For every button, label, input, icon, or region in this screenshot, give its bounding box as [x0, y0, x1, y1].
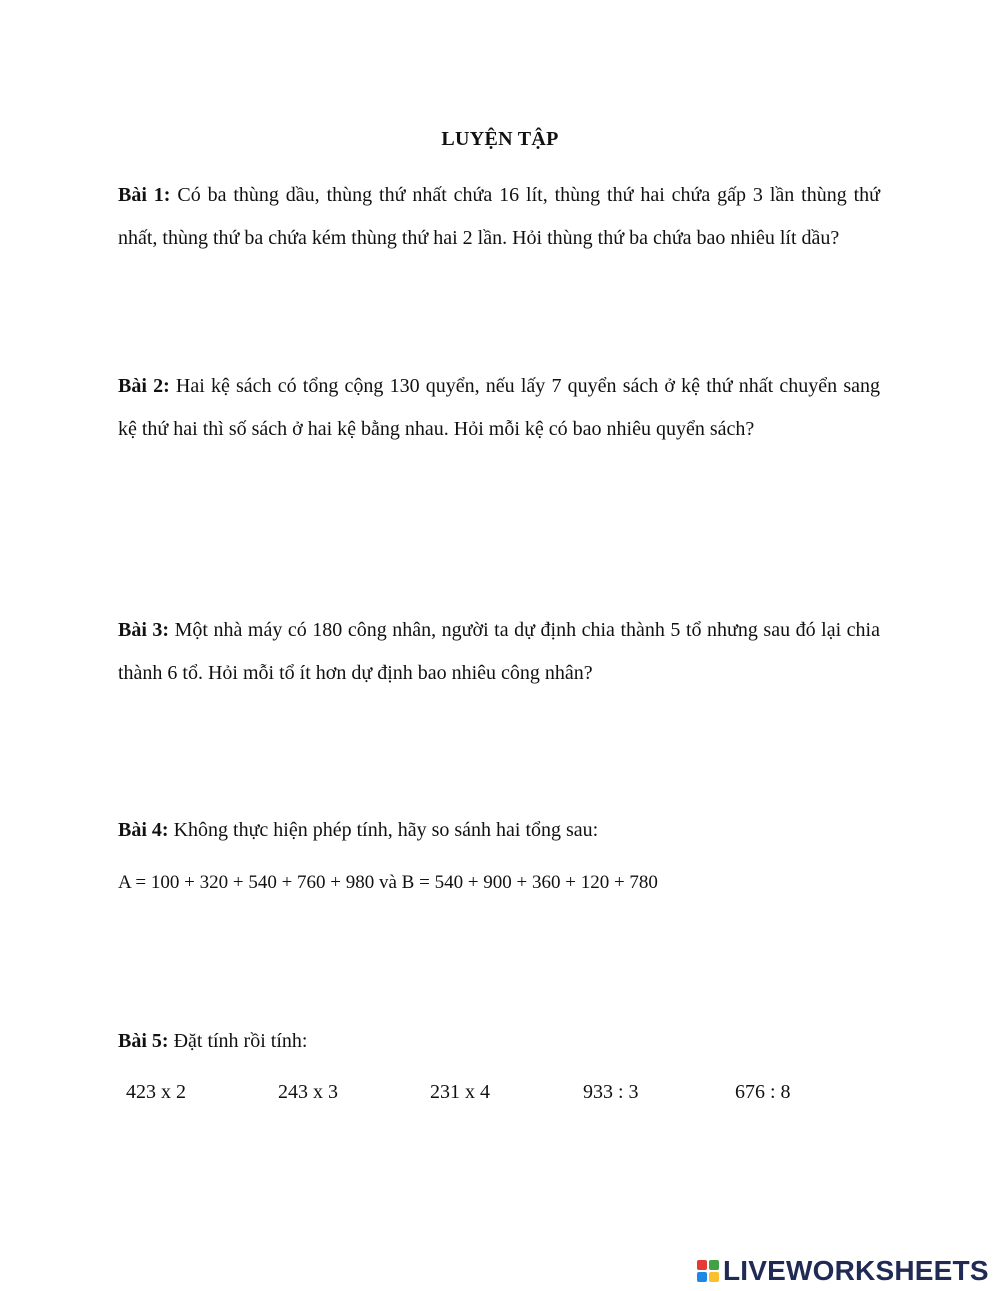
exercise-3 [118, 609, 880, 695]
exercise-4 [118, 809, 880, 852]
logo-square-blue [697, 1272, 707, 1282]
exercise-3-label: Bài 3: [118, 619, 170, 641]
exercise-4-label: Bài 4: [118, 819, 169, 841]
exercise-5-label: Bài 5: [118, 1030, 169, 1052]
logo-square-yellow [709, 1272, 719, 1282]
exercise-2-text: Hai kệ sách có tổng cộng 130 quyển, nếu lấy 7 quyển sách ở kệ thứ nhất chuyển sang kệ thứ hai thì số sách ở hai kệ bằng nhau. Hỏi mỗi kệ có bao nhiêu quyển sách? [118, 375, 880, 440]
exercise-2-label: Bài 2: [118, 375, 170, 397]
logo-square-red [697, 1260, 707, 1270]
exercise-4-expression: A = 100 + 320 + 540 + 760 + 980 và B = 540 + 900 + 360 + 120 + 780 [118, 872, 658, 893]
exercise-5 [118, 1020, 880, 1063]
exercise-1 [118, 174, 880, 260]
exercise-4-text: Không thực hiện phép tính, hãy so sánh hai tổng sau: [168, 819, 599, 841]
logo-text: LIVEWORKSHEETS [723, 1255, 989, 1286]
exercise-1-label: Bài 1: [118, 184, 171, 206]
liveworksheets-logo[interactable] [697, 1254, 989, 1288]
page-title: LUYỆN TẬP [441, 128, 559, 150]
calculation-3: 231 x 4 [430, 1081, 490, 1103]
calculation-4: 933 : 3 [583, 1081, 639, 1103]
exercise-5-text: Đặt tính rồi tính: [168, 1030, 308, 1052]
exercise-2 [118, 365, 880, 451]
calculation-5: 676 : 8 [735, 1081, 791, 1103]
exercise-1-text: Có ba thùng dầu, thùng thứ nhất chứa 16 lít, thùng thứ hai chứa gấp 3 lần thùng thứ nhất, thùng thứ ba chứa kém thùng thứ hai 2 lần. Hỏi thùng thứ ba chứa bao nhiêu lít dầu? [118, 184, 880, 249]
logo-square-green [709, 1260, 719, 1270]
calculation-2: 243 x 3 [278, 1081, 338, 1103]
logo-mark-icon [697, 1260, 719, 1282]
calculation-1: 423 x 2 [126, 1081, 186, 1103]
exercise-3-text: Một nhà máy có 180 công nhân, người ta dự định chia thành 5 tổ nhưng sau đó lại chia thành 6 tổ. Hỏi mỗi tổ ít hơn dự định bao nhiêu công nhân? [118, 619, 880, 684]
